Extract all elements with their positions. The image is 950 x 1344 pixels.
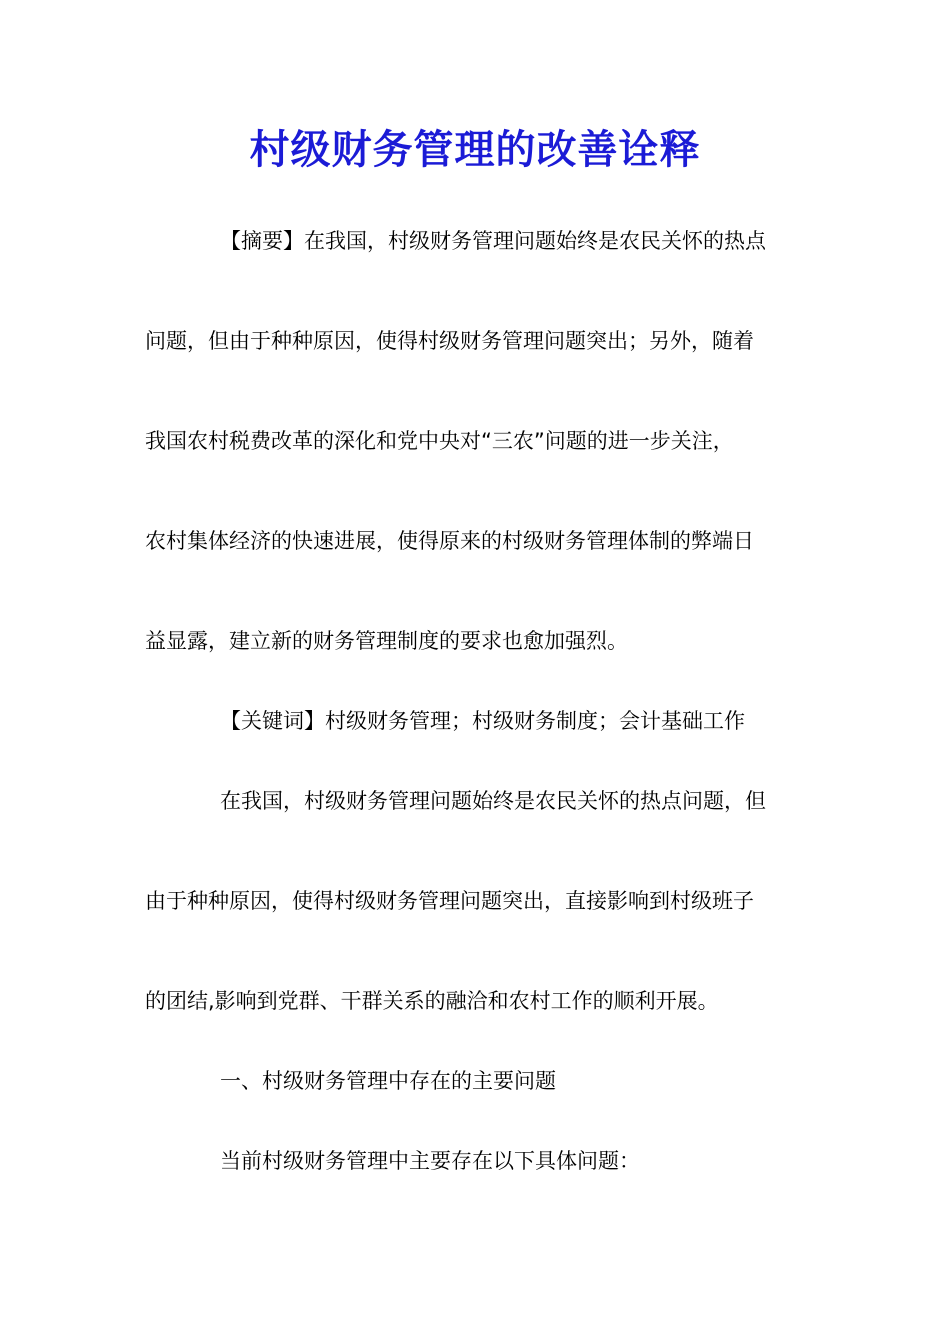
- body-paragraph-line-2: 由于种种原因，使得村级财务管理问题突出，直接影响到村级班子: [145, 889, 754, 913]
- abstract-line-5: 益显露，建立新的财务管理制度的要求也愈加强烈。: [145, 629, 628, 653]
- keywords-line: 【关键词】村级财务管理；村级财务制度；会计基础工作: [220, 709, 745, 733]
- body-paragraph-line-1: 在我国，村级财务管理问题始终是农民关怀的热点问题，但: [220, 789, 766, 813]
- section-heading-1: 一、村级财务管理中存在的主要问题: [220, 1069, 556, 1093]
- abstract-line-3: 我国农村税费改革的深化和党中央对“三农”问题的进一步关注，: [145, 429, 734, 453]
- abstract-line-4: 农村集体经济的快速进展，使得原来的村级财务管理体制的弊端日: [145, 529, 754, 553]
- body-paragraph-line-3: 的团结,影响到党群、干群关系的融洽和农村工作的顺利开展。: [145, 989, 719, 1013]
- document-title: 村级财务管理的改善诠释: [249, 126, 701, 173]
- abstract-line-2: 问题，但由于种种原因，使得村级财务管理问题突出；另外，随着: [145, 329, 754, 353]
- abstract-line-1: 【摘要】在我国，村级财务管理问题始终是农民关怀的热点: [220, 229, 766, 253]
- section-intro-line: 当前村级财务管理中主要存在以下具体问题：: [220, 1149, 640, 1173]
